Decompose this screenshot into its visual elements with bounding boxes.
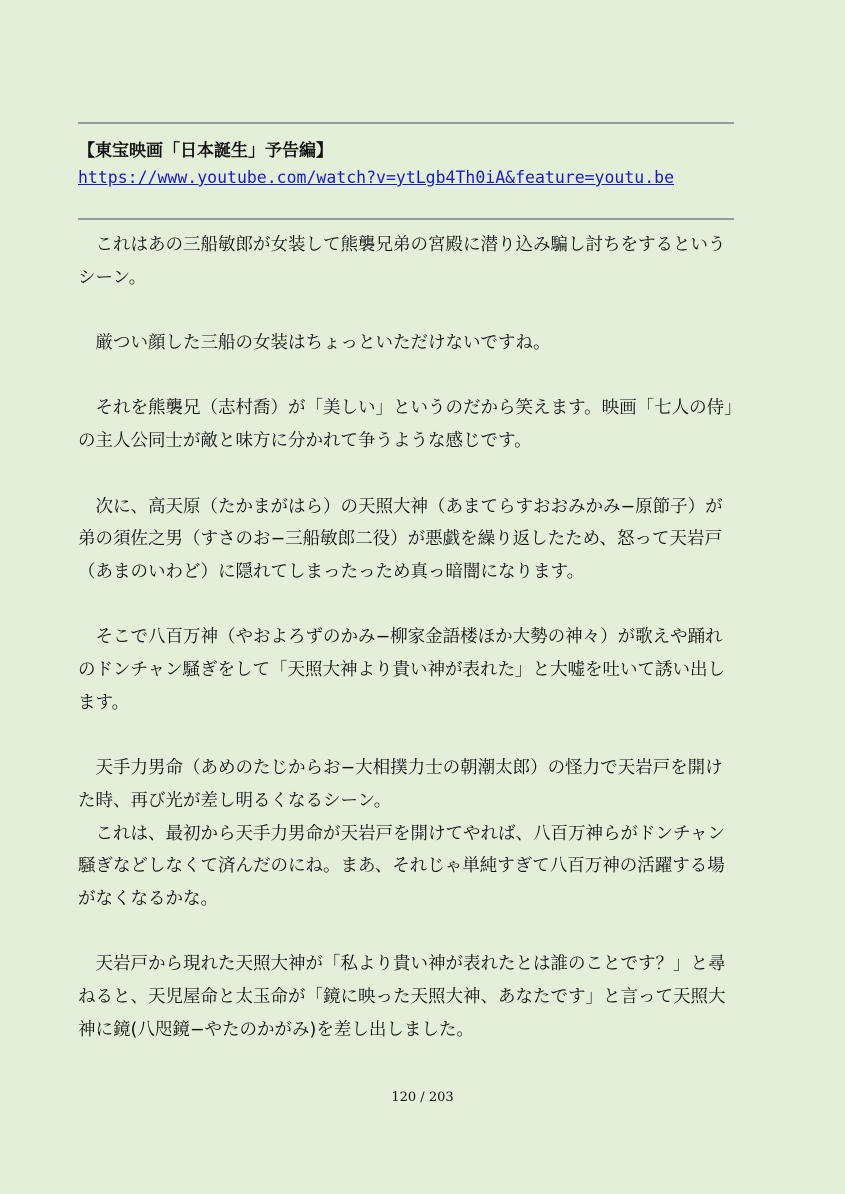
paragraph: 天岩戸から現れた天照大神が「私より貴い神が表れたとは誰のことです？」と尋ねると、天児屋命と太玉命が「鏡に映った天照大神、あなたです」と言って天照大神に鏡(八咫鏡−やたのかがみ)を差し出しました。 <box>78 954 726 1040</box>
page-number: 120 / 203 <box>391 1090 454 1105</box>
paragraph: 厳つい顔した三船の女装はちょっといただけないですね。 <box>95 333 551 354</box>
paragraph: 天手力男命（あめのたじからお−大相撲力士の朝潮太郎）の怪力で天岩戸を開けた時、再び光が差し明るくなるシーン。 <box>78 758 723 811</box>
paragraph: それを熊襲兄（志村喬）が「美しい」というのだから笑えます。映画「七人の侍」の主人公同士が敵と味方に分かれて争うような感じです。 <box>78 398 733 452</box>
paragraph: 次に、高天原（たかまがはら）の天照大神（あまてらすおおみかみ−原節子）が弟の須佐之男（すさのお−三船敏郎二役）が悪戯を繰り返したため、怒って天岩戸（あまのいわど）に隠れてしまったっため真っ暗闇になります。 <box>78 496 723 582</box>
top-divider <box>78 122 734 124</box>
paragraph: そこで八百万神（やおよろずのかみ−柳家金語楼ほか大勢の神々）が歌えや踊れのドンチャン騒ぎをして「天照大神より貴い神が表れた」と大嘘を吐いて誘い出します。 <box>78 627 725 713</box>
article-body <box>78 229 738 1046</box>
paragraph: これは、最初から天手力男命が天岩戸を開けてやれば、八百万神らがドンチャン騒ぎなどしなくて済んだのにね。まあ、それじゃ単純すぎて八百万神の活躍する場がなくなるかな。 <box>78 823 725 909</box>
bottom-divider <box>78 218 734 220</box>
paragraph: これはあの三船敏郎が女装して熊襲兄弟の宮殿に潜り込み騙し討ちをするというシーン。 <box>78 235 726 288</box>
section-heading: 【東宝映画「日本誕生」予告編】 <box>78 141 333 161</box>
youtube-link[interactable]: https://www.youtube.com/watch?v=ytLgb4Th0iA&feature=youtu.be <box>78 168 675 187</box>
